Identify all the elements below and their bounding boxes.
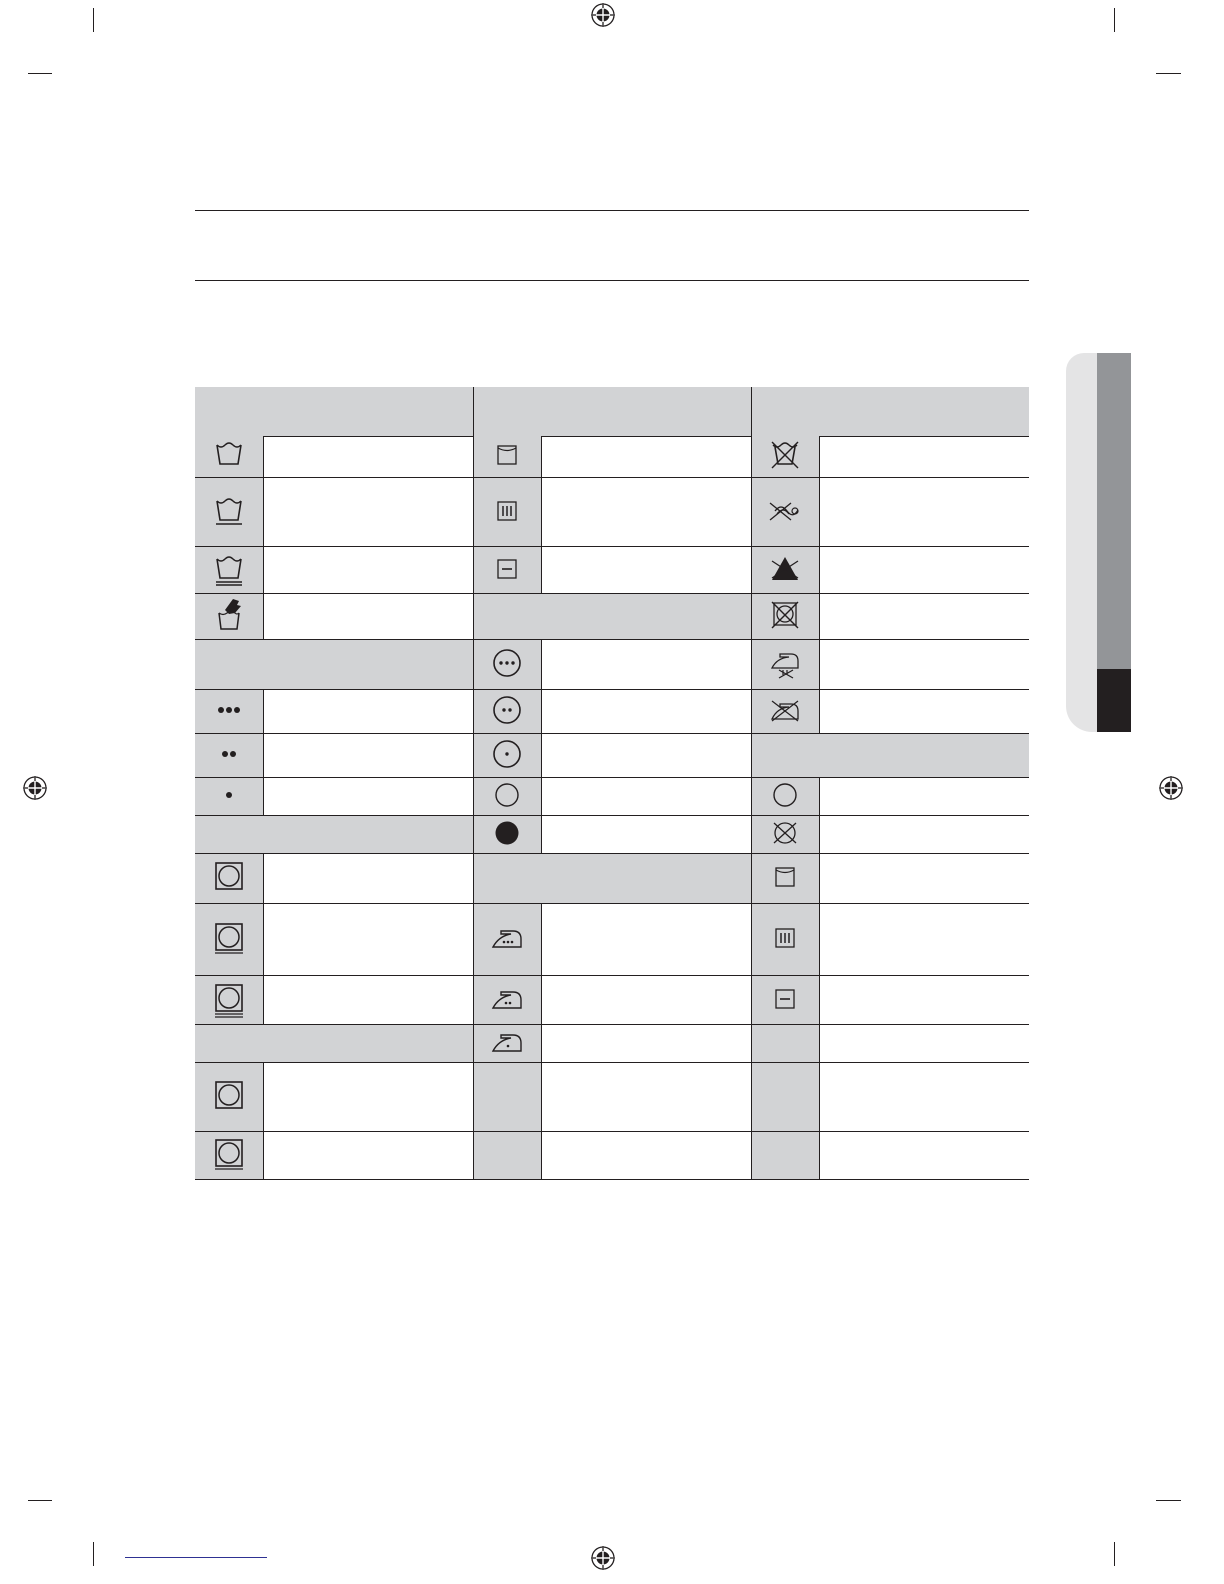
table-header <box>751 387 1029 436</box>
header-rule-top <box>195 210 1029 211</box>
chapter-tab-shadow <box>1066 353 1100 732</box>
symbol-description <box>542 1132 751 1180</box>
registration-mark-icon <box>590 2 616 28</box>
no-bleach-icon <box>751 547 819 594</box>
symbol-description <box>542 640 751 690</box>
drip-dry-icon <box>751 904 819 976</box>
dry-flat-icon <box>751 976 819 1025</box>
table-section-heading <box>195 816 473 854</box>
symbol-description <box>542 1025 751 1063</box>
three-dots-icon <box>195 690 263 734</box>
circle-icon <box>767 777 803 817</box>
table-header <box>195 387 473 436</box>
circle-two-dots-icon <box>473 690 541 734</box>
symbol-description <box>820 778 1029 816</box>
circle-icon <box>489 777 525 817</box>
symbol-description <box>820 690 1029 734</box>
dry-flat-icon <box>473 547 541 594</box>
symbol-description <box>264 854 473 904</box>
circle-two-dots-icon <box>489 692 525 732</box>
symbol-description <box>542 976 751 1025</box>
table-section-heading <box>473 854 751 904</box>
iron-two-dots-icon <box>473 976 541 1025</box>
iron-one-dot-icon <box>473 1025 541 1063</box>
no-bleach-icon <box>767 551 803 591</box>
symbol-description <box>264 690 473 734</box>
tumble-dry-one-bar-icon <box>195 1132 263 1180</box>
registration-mark-icon <box>22 775 48 801</box>
symbol-description <box>264 1132 473 1180</box>
crop-mark <box>93 8 94 32</box>
empty-icon-cell <box>473 1132 541 1180</box>
tumble-dry-one-bar-icon <box>195 904 263 976</box>
symbol-description <box>820 640 1029 690</box>
symbol-description <box>820 594 1029 640</box>
no-tumble-dry-icon <box>751 594 819 640</box>
three-dots-icon <box>211 692 247 732</box>
tumble-dry-icon <box>211 859 247 899</box>
no-iron-icon <box>751 690 819 734</box>
one-dot-icon <box>195 778 263 816</box>
symbol-description <box>820 816 1029 854</box>
drip-dry-icon <box>473 478 541 547</box>
symbol-description <box>820 1025 1029 1063</box>
empty-icon-cell <box>473 1063 541 1132</box>
symbol-description <box>264 778 473 816</box>
line-dry-icon <box>751 854 819 904</box>
symbol-description <box>820 436 1029 478</box>
table-header <box>473 387 751 436</box>
symbol-description <box>264 976 473 1025</box>
symbol-description <box>542 734 751 778</box>
symbol-description <box>820 478 1029 547</box>
symbol-description <box>542 690 751 734</box>
line-dry-icon <box>473 436 541 478</box>
circle-icon <box>473 778 541 816</box>
dry-flat-icon <box>767 981 803 1021</box>
empty-icon-cell <box>751 1025 819 1063</box>
table-section-heading <box>751 734 1029 778</box>
line-dry-icon <box>767 859 803 899</box>
iron-one-dot-icon <box>489 1024 525 1064</box>
table-rule <box>751 1179 1029 1180</box>
symbol-description <box>542 816 751 854</box>
drip-dry-icon <box>489 493 525 533</box>
line-dry-icon <box>489 437 525 477</box>
no-dry-clean-icon <box>767 815 803 855</box>
symbol-description <box>264 594 473 640</box>
crop-mark <box>1156 1500 1181 1501</box>
iron-two-dots-icon <box>489 981 525 1021</box>
symbol-description <box>264 436 473 478</box>
symbol-description <box>542 904 751 976</box>
symbol-description <box>542 778 751 816</box>
no-steam-icon <box>767 645 803 685</box>
crop-mark <box>93 1542 94 1566</box>
tumble-dry-one-bar-icon <box>211 920 247 960</box>
symbol-description <box>264 547 473 594</box>
tumble-dry-two-bars-icon <box>211 981 247 1021</box>
symbol-description <box>820 904 1029 976</box>
drip-dry-icon <box>767 920 803 960</box>
iron-three-dots-icon <box>489 920 525 960</box>
symbol-description <box>542 1063 751 1132</box>
table-section-heading <box>195 640 473 690</box>
footer-link-underline <box>125 1557 267 1558</box>
symbol-description <box>820 1063 1029 1132</box>
no-steam-icon <box>751 640 819 690</box>
circle-one-dot-icon <box>489 736 525 776</box>
table-divider <box>473 387 474 1180</box>
filled-circle-icon <box>489 815 525 855</box>
dry-flat-icon <box>489 551 525 591</box>
chapter-tab <box>1097 353 1131 669</box>
table-section-heading <box>195 1025 473 1063</box>
crop-mark <box>1114 1542 1115 1566</box>
hand-wash-icon <box>195 594 263 640</box>
washtub-one-bar-icon <box>211 493 247 533</box>
tumble-dry-one-bar-icon <box>211 1136 247 1176</box>
symbol-description <box>542 478 751 547</box>
empty-icon-cell <box>751 1132 819 1180</box>
symbol-description <box>820 976 1029 1025</box>
header-rule-bottom <box>195 280 1029 281</box>
circle-three-dots-icon <box>489 645 525 685</box>
circle-icon <box>751 778 819 816</box>
washtub-icon <box>195 436 263 478</box>
symbol-description <box>820 854 1029 904</box>
symbol-description <box>542 547 751 594</box>
empty-icon-cell <box>751 1063 819 1132</box>
crop-mark <box>28 1500 52 1501</box>
fabric-care-table <box>195 387 1029 1180</box>
table-section-heading <box>473 594 751 640</box>
table-divider <box>751 387 752 1180</box>
tumble-dry-two-bars-icon <box>195 976 263 1025</box>
circle-one-dot-icon <box>473 734 541 778</box>
no-wring-icon <box>751 478 819 547</box>
symbol-description <box>264 734 473 778</box>
washtub-one-bar-icon <box>195 478 263 547</box>
circle-three-dots-icon <box>473 640 541 690</box>
two-dots-icon <box>195 734 263 778</box>
no-wash-icon <box>767 437 803 477</box>
crop-mark <box>1156 73 1181 74</box>
table-rule <box>473 1179 751 1180</box>
crop-mark <box>28 73 52 74</box>
tumble-dry-icon <box>211 1078 247 1118</box>
washtub-two-bars-icon <box>195 547 263 594</box>
washtub-icon <box>211 437 247 477</box>
no-iron-icon <box>767 692 803 732</box>
one-dot-icon <box>211 777 247 817</box>
symbol-description <box>264 904 473 976</box>
no-dry-clean-icon <box>751 816 819 854</box>
no-wring-icon <box>767 493 803 533</box>
tumble-dry-icon <box>195 854 263 904</box>
table-rule <box>195 1179 473 1180</box>
symbol-description <box>264 1063 473 1132</box>
symbol-description <box>820 1132 1029 1180</box>
symbol-description <box>264 478 473 547</box>
symbol-description <box>542 436 751 478</box>
chapter-tab-marker <box>1097 669 1131 732</box>
hand-wash-icon <box>211 597 247 637</box>
tumble-dry-icon <box>195 1063 263 1132</box>
symbol-description <box>820 547 1029 594</box>
filled-circle-icon <box>473 816 541 854</box>
crop-mark <box>1114 8 1115 32</box>
iron-three-dots-icon <box>473 904 541 976</box>
no-wash-icon <box>751 436 819 478</box>
no-tumble-dry-icon <box>767 597 803 637</box>
washtub-two-bars-icon <box>211 551 247 591</box>
registration-mark-icon <box>590 1545 616 1571</box>
two-dots-icon <box>211 736 247 776</box>
registration-mark-icon <box>1158 775 1184 801</box>
